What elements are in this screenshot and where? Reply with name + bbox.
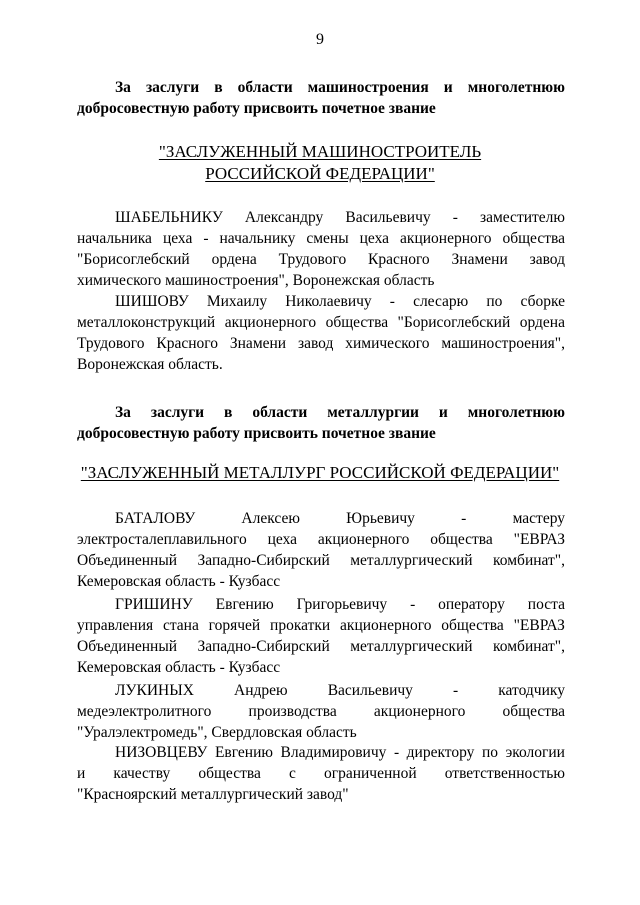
title-line: "ЗАСЛУЖЕННЫЙ МАШИНОСТРОИТЕЛЬ [158, 142, 482, 161]
word: НИЗОВЦЕВУ [115, 744, 208, 761]
word: Владимировичу [280, 744, 387, 761]
word: ордена [519, 314, 565, 331]
text-line: Воронежская область. [77, 356, 223, 373]
word: общества [430, 531, 493, 548]
word: акционерного [340, 617, 432, 634]
word: "Борисоглебский [397, 314, 511, 331]
word: Михаилу [206, 293, 268, 310]
text-line [77, 636, 565, 657]
text-line [77, 550, 565, 571]
word: - [203, 230, 209, 247]
text-line: "Уралэлектромедь", Свердловская область [77, 724, 357, 741]
word: металлургии [327, 404, 419, 421]
word: Западно-Сибирский [197, 638, 330, 655]
person-entry [77, 207, 565, 291]
text-line [77, 312, 565, 333]
word: ШАБЕЛЬНИКУ [115, 209, 223, 226]
word: медеэлектролитного [77, 703, 212, 720]
word: по [486, 293, 503, 310]
word: и [77, 765, 86, 782]
word: Объединенный [77, 552, 178, 569]
word: мастеру [512, 510, 565, 527]
word: общества [325, 314, 389, 331]
word: металлургический [350, 638, 473, 655]
word: Александру [244, 209, 324, 226]
word: общества [502, 230, 565, 247]
word: "ЕВРАЗ [513, 531, 565, 548]
word: Красного [156, 335, 219, 352]
word: прокатки [270, 617, 331, 634]
text-line [77, 742, 565, 763]
word: Николаевичу [285, 293, 372, 310]
word: общества [502, 703, 565, 720]
word: Знамени [229, 335, 287, 352]
word: Васильевичу [327, 682, 413, 699]
person-entry [77, 594, 565, 678]
word: начальника [77, 230, 152, 247]
text-line [77, 594, 565, 615]
word: химического [345, 335, 430, 352]
word: Васильевичу [345, 209, 431, 226]
word: ЛУКИНЫХ [115, 682, 194, 699]
word: БАТАЛОВУ [115, 510, 196, 527]
word: Андрею [234, 682, 288, 699]
word: акционерного [224, 314, 317, 331]
word: завод [297, 335, 334, 352]
title-line: РОССИЙСКОЙ ФЕДЕРАЦИИ" [205, 164, 435, 183]
word: управления [77, 617, 154, 634]
word: многолетнюю [467, 404, 565, 421]
word: акционерного [373, 703, 466, 720]
word: акционерного [400, 230, 492, 247]
title-line: "ЗАСЛУЖЕННЫЙ МЕТАЛЛУРГ РОССИЙСКОЙ ФЕДЕРАЦИИ" [80, 463, 560, 482]
word: машиностроения [307, 79, 429, 96]
word: поста [527, 596, 565, 613]
word: ограниченной [323, 765, 417, 782]
page-number: 9 [316, 31, 324, 48]
text-line: добросовестную работу присвоить почетное звание [77, 100, 436, 117]
word: Евгению [214, 744, 273, 761]
word: качеству [113, 765, 171, 782]
text-line [77, 529, 565, 550]
word: Евгению [215, 596, 274, 613]
text-line [77, 701, 565, 722]
word: производства [248, 703, 337, 720]
word: металлургический [350, 552, 473, 569]
word: и [438, 404, 448, 421]
section-intro [77, 402, 565, 444]
text-line [77, 508, 565, 529]
section-intro [77, 77, 565, 119]
text-line [77, 249, 565, 270]
word: - [461, 510, 467, 527]
word: и [443, 79, 453, 96]
text-line: "Красноярский металлургический завод" [77, 786, 349, 803]
word: ШИШОВУ [115, 293, 189, 310]
word: электросталеплавильного [77, 531, 247, 548]
person-entry [77, 742, 565, 805]
text-line [77, 680, 565, 701]
text-line [77, 763, 565, 784]
text-line [77, 333, 565, 354]
word: области [252, 404, 308, 421]
text-line: Кемеровская область - Кузбасс [77, 659, 281, 676]
word: Знамени [451, 251, 508, 268]
word: Трудового [77, 335, 145, 352]
word: начальнику [219, 230, 296, 247]
word: машиностроения", [441, 335, 565, 352]
word: с [288, 765, 296, 782]
word: слесарю [413, 293, 469, 310]
word: - [452, 209, 458, 226]
text-line [77, 228, 565, 249]
text-line: добросовестную работу присвоить почетное звание [77, 425, 436, 442]
word: общества [441, 617, 504, 634]
word: комбинат", [493, 638, 565, 655]
word: За [115, 79, 131, 96]
word: металлоконструкций [77, 314, 216, 331]
word: акционерного [317, 531, 410, 548]
word: цеха [359, 230, 390, 247]
word: области [237, 79, 293, 96]
word: директору [406, 744, 475, 761]
word: экологии [505, 744, 565, 761]
word: заслуги [150, 404, 205, 421]
word: - [393, 744, 400, 761]
word: в [214, 79, 223, 96]
word: Красного [368, 251, 430, 268]
word: смены [306, 230, 349, 247]
word: цеха [267, 531, 298, 548]
word: ГРИШИНУ [115, 596, 193, 613]
text-line [77, 402, 565, 423]
word: "ЕВРАЗ [513, 617, 565, 634]
word: общества [198, 765, 261, 782]
word: горячей [208, 617, 261, 634]
text-line: химического машиностроения", Воронежская область [77, 272, 435, 289]
word: Юрьевичу [346, 510, 415, 527]
word: ордена [211, 251, 257, 268]
text-line [77, 207, 565, 228]
word: стана [162, 617, 199, 634]
person-entry [77, 291, 565, 375]
word: Трудового [278, 251, 347, 268]
person-entry [77, 508, 565, 592]
word: заслуги [145, 79, 200, 96]
word: катодчику [498, 682, 565, 699]
text-line: Кемеровская область - Кузбасс [77, 573, 281, 590]
word: по [481, 744, 499, 761]
word: За [115, 404, 131, 421]
word: Западно-Сибирский [197, 552, 330, 569]
word: завод [529, 251, 565, 268]
word: оператору [438, 596, 505, 613]
text-line [77, 615, 565, 636]
word: цеха [162, 230, 193, 247]
word: - [410, 596, 416, 613]
word: Объединенный [77, 638, 178, 655]
text-line [77, 77, 565, 98]
word: ответственностью [444, 765, 565, 782]
word: заместителю [479, 209, 565, 226]
word: Алексею [241, 510, 300, 527]
word: - [389, 293, 395, 310]
word: "Борисоглебский [77, 251, 190, 268]
word: комбинат", [493, 552, 565, 569]
word: сборке [520, 293, 565, 310]
word: - [453, 682, 459, 699]
word: в [224, 404, 233, 421]
word: Григорьевичу [296, 596, 388, 613]
text-line [77, 291, 565, 312]
person-entry [77, 680, 565, 743]
word: многолетнюю [467, 79, 565, 96]
